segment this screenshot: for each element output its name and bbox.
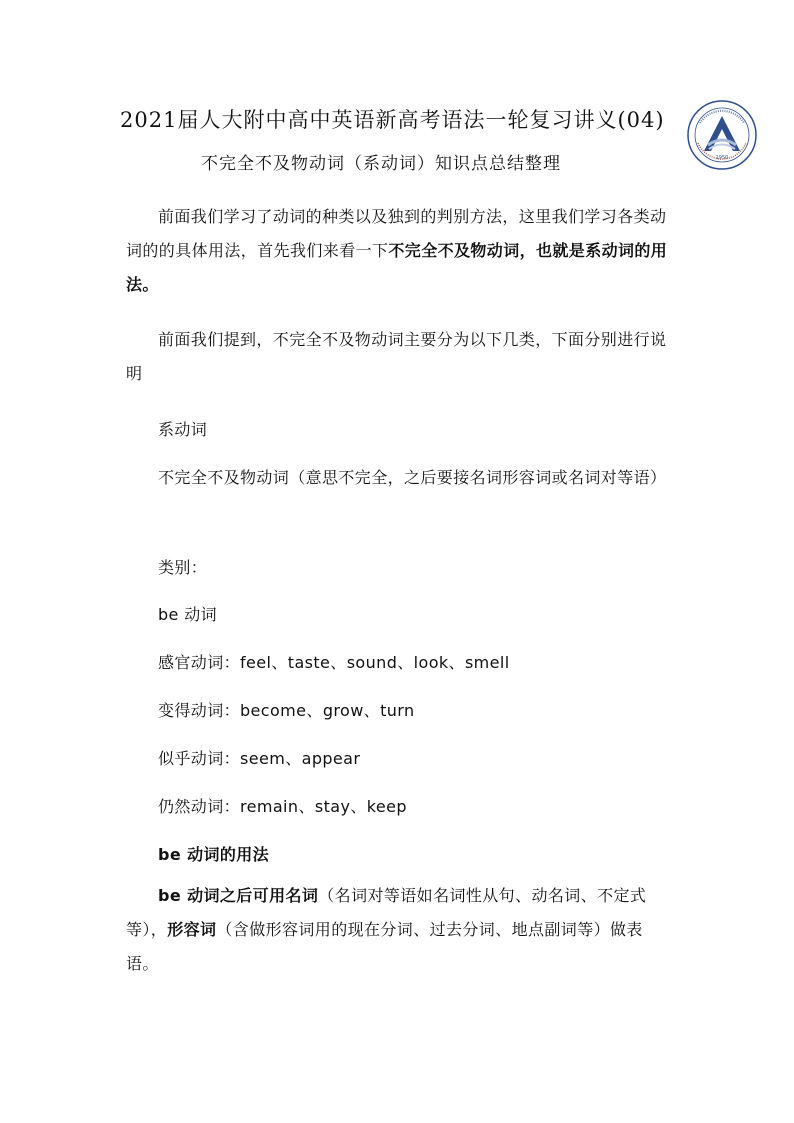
intro-text: 前面我们学习了动词的种类以及独到的判别方法，这里我们学习各类动词的的具体用法，首先我们来看一下 (126, 207, 667, 260)
categories-intro-paragraph: 前面我们提到，不完全不及物动词主要分为以下几类，下面分别进行说明 (126, 330, 667, 383)
seem-verb-item: 似乎动词：seem、appear (158, 749, 361, 768)
be-usage-heading: be 动词的用法 (158, 845, 270, 864)
be-usage-bold-2: 形容词 (167, 920, 217, 939)
be-verb-item: be 动词 (158, 605, 218, 624)
school-logo (686, 99, 758, 171)
remain-verb-item: 仍然动词：remain、stay、keep (158, 797, 407, 816)
definition-paragraph: 不完全不及物动词（意思不完全，之后要接名词形容词或名词对等语） (158, 468, 667, 487)
become-verb-item: 变得动词：become、grow、turn (158, 701, 415, 720)
document-title: 2021届人大附中高中英语新高考语法一轮复习讲义(04) (120, 108, 665, 132)
intro-emphasis: 不完全不及物动词，也就是系动词的用法。 (126, 241, 668, 294)
categories-label: 类别： (158, 558, 208, 577)
be-usage-paragraph (126, 879, 674, 981)
linking-verb-label: 系动词 (158, 420, 208, 439)
be-usage-text-1: （名词对等语如名词性从句、动名词、不定式等）， (126, 886, 647, 939)
be-usage-text-2: （含做形容词用的现在分词、过去分词、地点副词等）做表语。 (126, 920, 643, 973)
intro-paragraph (126, 200, 674, 302)
logo-year: 1950 (715, 155, 729, 161)
document-subtitle: 不完全不及物动词（系动词）知识点总结整理 (201, 154, 561, 174)
sense-verb-item: 感官动词：feel、taste、sound、look、smell (158, 653, 510, 672)
be-usage-bold-1: be 动词之后可用名词 (158, 886, 319, 905)
